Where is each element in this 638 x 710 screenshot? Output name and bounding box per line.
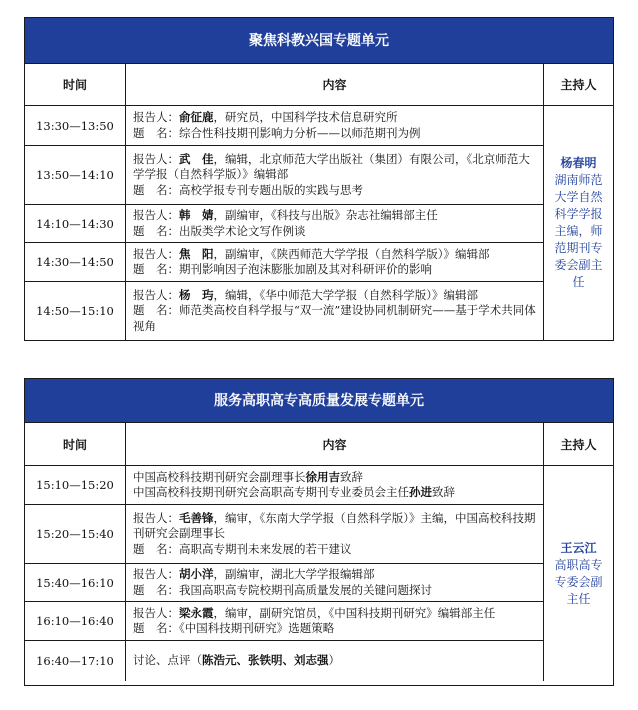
header-host: 主持人 <box>543 64 613 106</box>
topic-line: 题 名：综合性科技期刊影响力分析——以师范期刊为例 <box>133 125 421 140</box>
content-cell <box>125 641 543 681</box>
topic-line: 题 名：高职高专期刊未来发展的若干建议 <box>133 541 352 556</box>
table-body <box>25 106 613 340</box>
header-time: 时间 <box>25 64 125 106</box>
topic-line: 题 名：师范类高校自科学报与“双一流”建设协同机制研究——基于学术共同体视角 <box>133 303 536 333</box>
unit-title: 聚焦科教兴国专题单元 <box>25 18 613 64</box>
unit-title: 服务高职高专高质量发展专题单元 <box>25 379 613 423</box>
topic-line: 题 名：期刊影响因子泡沫膨胀加剧及其对科研评价的影响 <box>133 262 432 276</box>
host-name: 杨春明 <box>560 156 597 170</box>
time-cell: 15:20—15:40 <box>25 505 125 564</box>
speaker-line: 报告人：杨 玙，编辑，《华中师范大学学报（自然科学版）》编辑部 <box>133 287 478 302</box>
header-content: 内容 <box>125 423 543 466</box>
header-content: 内容 <box>125 64 543 106</box>
speaker-line: 报告人：焦 阳，副编审，《陕西师范大学学报（自然科学版）》编辑部 <box>133 246 490 261</box>
speaker-line: 报告人：武 佳，编辑，北京师范大学出版社（集团）有限公司，《北京师范大学学报（自然科学版）》编辑部 <box>133 151 530 182</box>
table-grid <box>25 423 613 466</box>
content-cell <box>125 146 543 205</box>
host-description: 高职高专专委会副主任 <box>554 557 603 606</box>
content-cell <box>125 106 543 146</box>
topic-line: 题 名：出版类学术论文写作例谈 <box>133 223 306 238</box>
header-time: 时间 <box>25 423 125 466</box>
table-body <box>25 466 613 681</box>
schedule-table-1 <box>24 17 614 341</box>
speech-line: 中国高校科技期刊研究会副理事长徐用吉致辞 <box>133 469 363 484</box>
speech-line: 中国高校科技期刊研究会高职高专期刊专业委员会主任孙进致辞 <box>133 485 455 499</box>
schedule-table-2 <box>24 378 614 686</box>
time-cell: 14:30—14:50 <box>25 243 125 282</box>
time-cell: 13:30—13:50 <box>25 106 125 146</box>
speaker-line: 报告人：韩 婧，副编审，《科技与出版》杂志社编辑部主任 <box>133 208 438 222</box>
time-cell: 14:10—14:30 <box>25 205 125 243</box>
speaker-line: 报告人：毛善锋，编审，《东南大学学报（自然科学版）》主编，中国高校科技期刊研究会副理事长 <box>133 510 536 541</box>
content-cell <box>125 282 543 340</box>
host-cell <box>543 466 613 681</box>
time-cell: 13:50—14:10 <box>25 146 125 205</box>
content-cell <box>125 602 543 641</box>
content-cell <box>125 564 543 602</box>
host-name: 王云江 <box>560 540 597 555</box>
topic-line: 题 名：高校学报专刊专题出版的实践与思考 <box>133 182 363 197</box>
content-cell <box>125 205 543 243</box>
content-cell <box>125 243 543 282</box>
host-cell <box>543 106 613 340</box>
table-grid <box>25 64 613 106</box>
time-cell: 16:10—16:40 <box>25 602 125 641</box>
host-description: 湖南师范大学自然科学学报主编，师范期刊专委会副主任 <box>554 173 603 289</box>
topic-line: 题 名：我国高职高专院校期刊高质量发展的关键问题探讨 <box>133 582 432 597</box>
topic-line: 题 名：《中国科技期刊研究》选题策略 <box>133 621 335 635</box>
speaker-line: 报告人：梁永霞，编审，副研究馆员，《中国科技期刊研究》编辑部主任 <box>133 605 496 620</box>
content-cell <box>125 505 543 564</box>
content-cell <box>125 466 543 505</box>
time-cell: 14:50—15:10 <box>36 304 114 318</box>
time-cell: 15:40—16:10 <box>25 564 125 602</box>
time-cell: 15:10—15:20 <box>25 466 125 505</box>
speaker-line: 报告人：胡小洋，副编审，湖北大学学报编辑部 <box>133 567 375 581</box>
time-cell: 16:40—17:10 <box>36 654 114 668</box>
header-host: 主持人 <box>543 423 613 466</box>
discussion-line: 讨论、点评（陈浩元、张铁明、刘志强） <box>133 653 340 668</box>
speaker-line: 报告人：俞征鹿，研究员，中国科学技术信息研究所 <box>133 110 398 124</box>
